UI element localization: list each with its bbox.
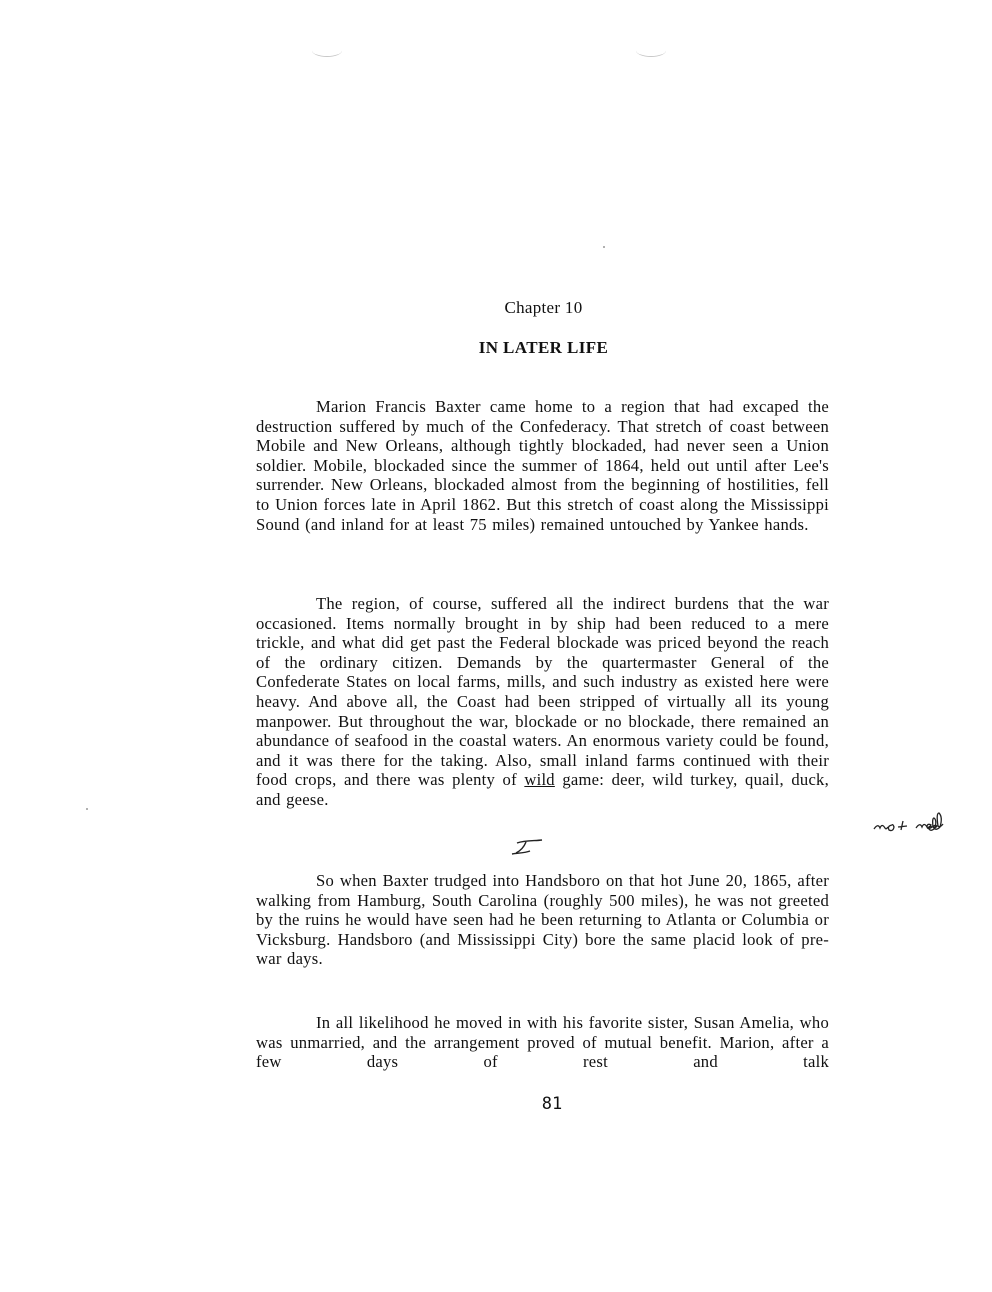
speck-mark bbox=[86, 808, 88, 810]
chapter-title: IN LATER LIFE bbox=[478, 338, 609, 357]
paragraph-1 bbox=[256, 397, 829, 534]
chapter-number: Chapter 10 bbox=[504, 298, 583, 317]
underlined-word: wild bbox=[524, 770, 555, 790]
handwritten-insertion-mark bbox=[508, 836, 544, 858]
speck-mark bbox=[603, 246, 605, 248]
punch-hole-mark-left bbox=[312, 44, 342, 57]
punch-hole-mark-right bbox=[636, 44, 666, 57]
paragraph-3 bbox=[256, 871, 829, 969]
paragraph-4 bbox=[256, 1013, 829, 1072]
paragraph-3-text: So when Baxter trudged into Handsboro on that hot June 20, 1865, after walking from Hamburg, South Carolina (roughly 500 miles), he was not greeted by the ruins he would have seen had he been returning to Atlanta or Columbia or Vicksburg. Handsboro (and Mississippi City) bore the same placid look of pre-war days. bbox=[256, 871, 829, 969]
paragraph-2 bbox=[256, 594, 829, 810]
paragraph-2-text-start: The region, of course, suffered all the indirect burdens that the war occasioned. Items normally brought in by ship had been reduced to a mere trickle, and what did get past the Federal blockade was priced beyond the reach of the ordinary citizen. Demands by the quartermaster General of the Confederate States on local farms, mills, and such industry as existed here were heavy. And above all, the Coast had been stripped of virtually all its young manpower. But throughout the war, blockade or no blockade, there remained an abundance of seafood in the coastal waters. An enormous variety could be found, and it was there for the taking. Also, small inland farms continued with their food crops, and there was plenty of bbox=[256, 594, 829, 790]
paragraph-2-text bbox=[256, 594, 829, 810]
handwritten-margin-note bbox=[872, 803, 990, 839]
paragraph-4-text: In all likelihood he moved in with his favorite sister, Susan Amelia, who was unmarried, and the arrangement proved of mutual benefit. Marion, after a few days of rest and talk bbox=[256, 1013, 829, 1072]
handwritten-margin-note-drawing bbox=[872, 803, 990, 839]
paragraph-1-text: Marion Francis Baxter came home to a region that had excaped the destruction suffered by much of the Confederacy. That stretch of coast between Mobile and New Orleans, although tightly blockaded, had never seen a Union soldier. Mobile, blockaded since the summer of 1864, held out until after Lee's surrender. New Orleans, blockaded almost from the beginning of hostilities, fell to Union forces late in April 1862. But this stretch of coast along the Mississippi Sound (and inland for at least 75 miles) remained untouched by Yankee hands. bbox=[256, 397, 829, 534]
page-number: 81 bbox=[541, 1094, 563, 1114]
paragraph-2-text-end: game: deer, wild turkey, quail, duck, and geese. bbox=[256, 770, 830, 809]
